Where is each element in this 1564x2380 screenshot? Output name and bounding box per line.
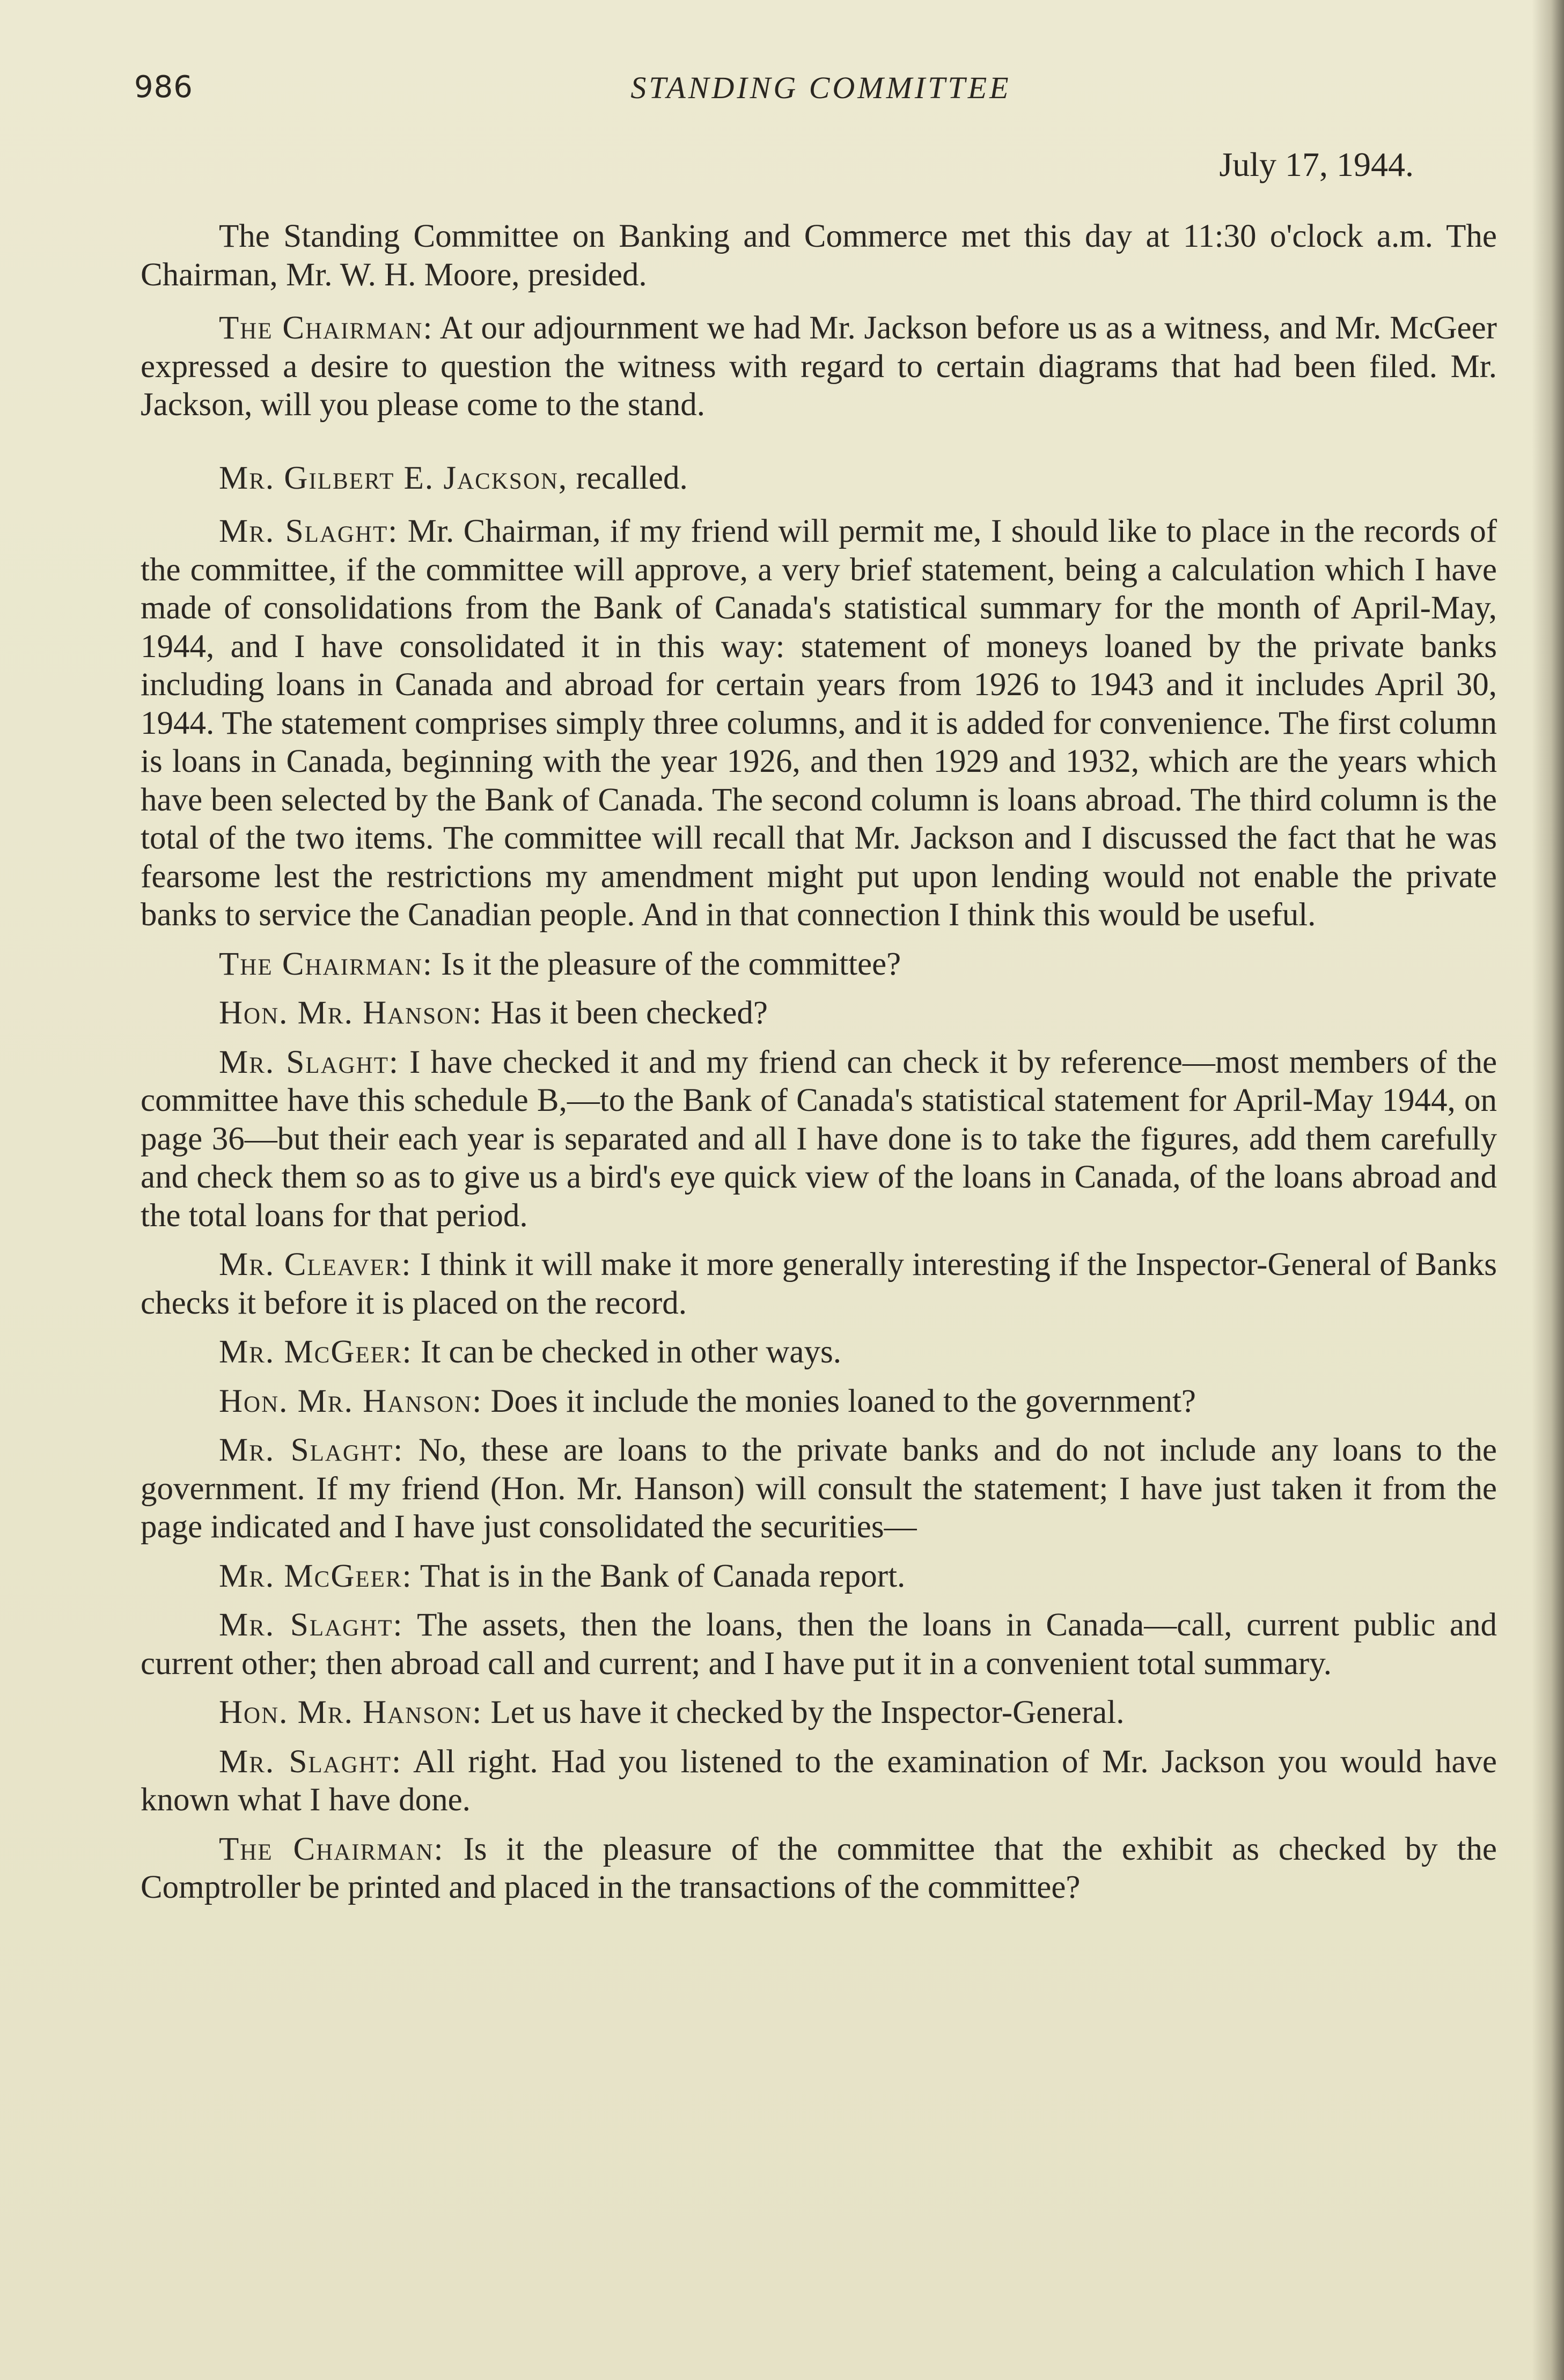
- paragraph-text: Mr. Chairman, if my friend will permit me, I should like to place in the records of the committee, if the committee will approve, a very brief statement, being a calculation which I have made of consolidations from the Bank of Canada's statistical summary for the month of April-May, 1944, and I have consolidated it in this way: statement of moneys loaned by the private banks including loans in Canada and abroad for certain years from 1926 to 1943 and it includes April 30, 1944. The statement comprises simply three columns, and it is added for convenience. The first column is loans in Canada, beginning with the year 1926, and then 1929 and 1932, which are the years which have been selected by the Bank of Canada. The second column is loans abroad. The third column is the total of the two items. The committee will recall that Mr. Jackson and I discussed the fact that he was fearsome lest the restrictions my amendment might put upon lending would not enable the private banks to service the Canadian people. And in that connection I think this would be useful.: [141, 513, 1497, 933]
- speaker-name: Hon. Mr. Hanson:: [219, 1383, 483, 1419]
- page-number: 986: [134, 70, 193, 105]
- paragraph: [141, 459, 1497, 498]
- speaker-name: The Chairman:: [219, 946, 433, 982]
- page-header: [134, 70, 1508, 113]
- paragraph-text: Is it the pleasure of the committee?: [441, 946, 901, 982]
- speaker-name: Mr. McGeer:: [219, 1558, 413, 1594]
- speaker-name: Hon. Mr. Hanson:: [219, 1694, 483, 1730]
- paragraph-text: That is in the Bank of Canada report.: [420, 1558, 906, 1594]
- paragraph: [141, 1431, 1497, 1546]
- paragraph-text: Let us have it checked by the Inspector-General.: [490, 1694, 1125, 1730]
- paragraph: [141, 512, 1497, 934]
- running-title: STANDING COMMITTEE: [630, 70, 1011, 105]
- paragraph-text: Is it the pleasure of the committee that the exhibit as checked by the Comptroller be printed and placed in the transactions of the committee?: [141, 1831, 1497, 1905]
- paragraph-text: At our adjournment we had Mr. Jackson before us as a witness, and Mr. McGeer expressed a desire to question the witness with regard to certain diagrams that had been filed. Mr. Jackson, will you please come to the stand.: [141, 310, 1497, 423]
- speaker-name: Hon. Mr. Hanson:: [219, 995, 483, 1031]
- speaker-name: Mr. Slaght:: [219, 1044, 399, 1080]
- speaker-name: Mr. Gilbert E. Jackson,: [219, 460, 568, 496]
- paragraph-text: I think it will make it more generally interesting if the Inspector-General of Banks checks it before it is placed on the record.: [141, 1247, 1497, 1321]
- paragraph-text: It can be checked in other ways.: [420, 1334, 841, 1370]
- meeting-date: July 17, 1944.: [1219, 145, 1414, 183]
- page-edge-shadow: [1532, 0, 1564, 2380]
- paragraph-text: All right. Had you listened to the examination of Mr. Jackson you would have known what I have done.: [141, 1743, 1497, 1818]
- paragraph: [141, 1693, 1497, 1732]
- speaker-name: Mr. Slaght:: [219, 1743, 402, 1780]
- paragraph-text: No, these are loans to the private banks and do not include any loans to the government. If my friend (Hon. Mr. Hanson) will consult the statement; I have just taken it from the page indicated and I have just consolidated the securities—: [141, 1432, 1497, 1545]
- paragraph: [141, 1333, 1497, 1372]
- paragraph: [141, 1743, 1497, 1819]
- paragraph-text: The assets, then the loans, then the loans in Canada—call, current public and current other; then abroad call and current; and I have put it in a convenient total summary.: [141, 1607, 1497, 1682]
- paragraph: [141, 994, 1497, 1033]
- paragraph-text: The Standing Committee on Banking and Commerce met this day at 11:30 o'clock a.m. The Chairman, Mr. W. H. Moore, presided.: [141, 218, 1497, 293]
- paragraph: [141, 945, 1497, 984]
- paragraph-text: Has it been checked?: [490, 995, 768, 1031]
- paragraph: [141, 1043, 1497, 1235]
- paragraph: [141, 1830, 1497, 1907]
- speaker-name: Mr. Slaght:: [219, 1607, 403, 1643]
- paragraph-text: Does it include the monies loaned to the government?: [490, 1383, 1196, 1419]
- speaker-name: Mr. Slaght:: [219, 513, 399, 549]
- paragraph: [141, 1382, 1497, 1421]
- speaker-name: Mr. McGeer:: [219, 1334, 413, 1370]
- paragraph: [141, 1557, 1497, 1596]
- paragraph: [141, 1606, 1497, 1683]
- speaker-name: Mr. Cleaver:: [219, 1247, 412, 1283]
- paragraph: [141, 217, 1497, 294]
- paragraph: [141, 309, 1497, 424]
- paragraph: [141, 1246, 1497, 1322]
- speaker-name: The Chairman:: [219, 310, 434, 346]
- paragraph-text: recalled.: [576, 460, 688, 496]
- speaker-name: Mr. Slaght:: [219, 1432, 404, 1468]
- transcript-body: [141, 217, 1497, 1918]
- speaker-name: The Chairman:: [219, 1831, 444, 1867]
- paragraph-text: I have checked it and my friend can check it by reference—most members of the committee have this schedule B,—to the Bank of Canada's statistical statement for April-May 1944, on page 36—but their each year is separated and all I have done is to take the figures, add them carefully and check them so as to give us a bird's eye quick view of the loans in Canada, of the loans abroad and the total loans for that period.: [141, 1044, 1497, 1234]
